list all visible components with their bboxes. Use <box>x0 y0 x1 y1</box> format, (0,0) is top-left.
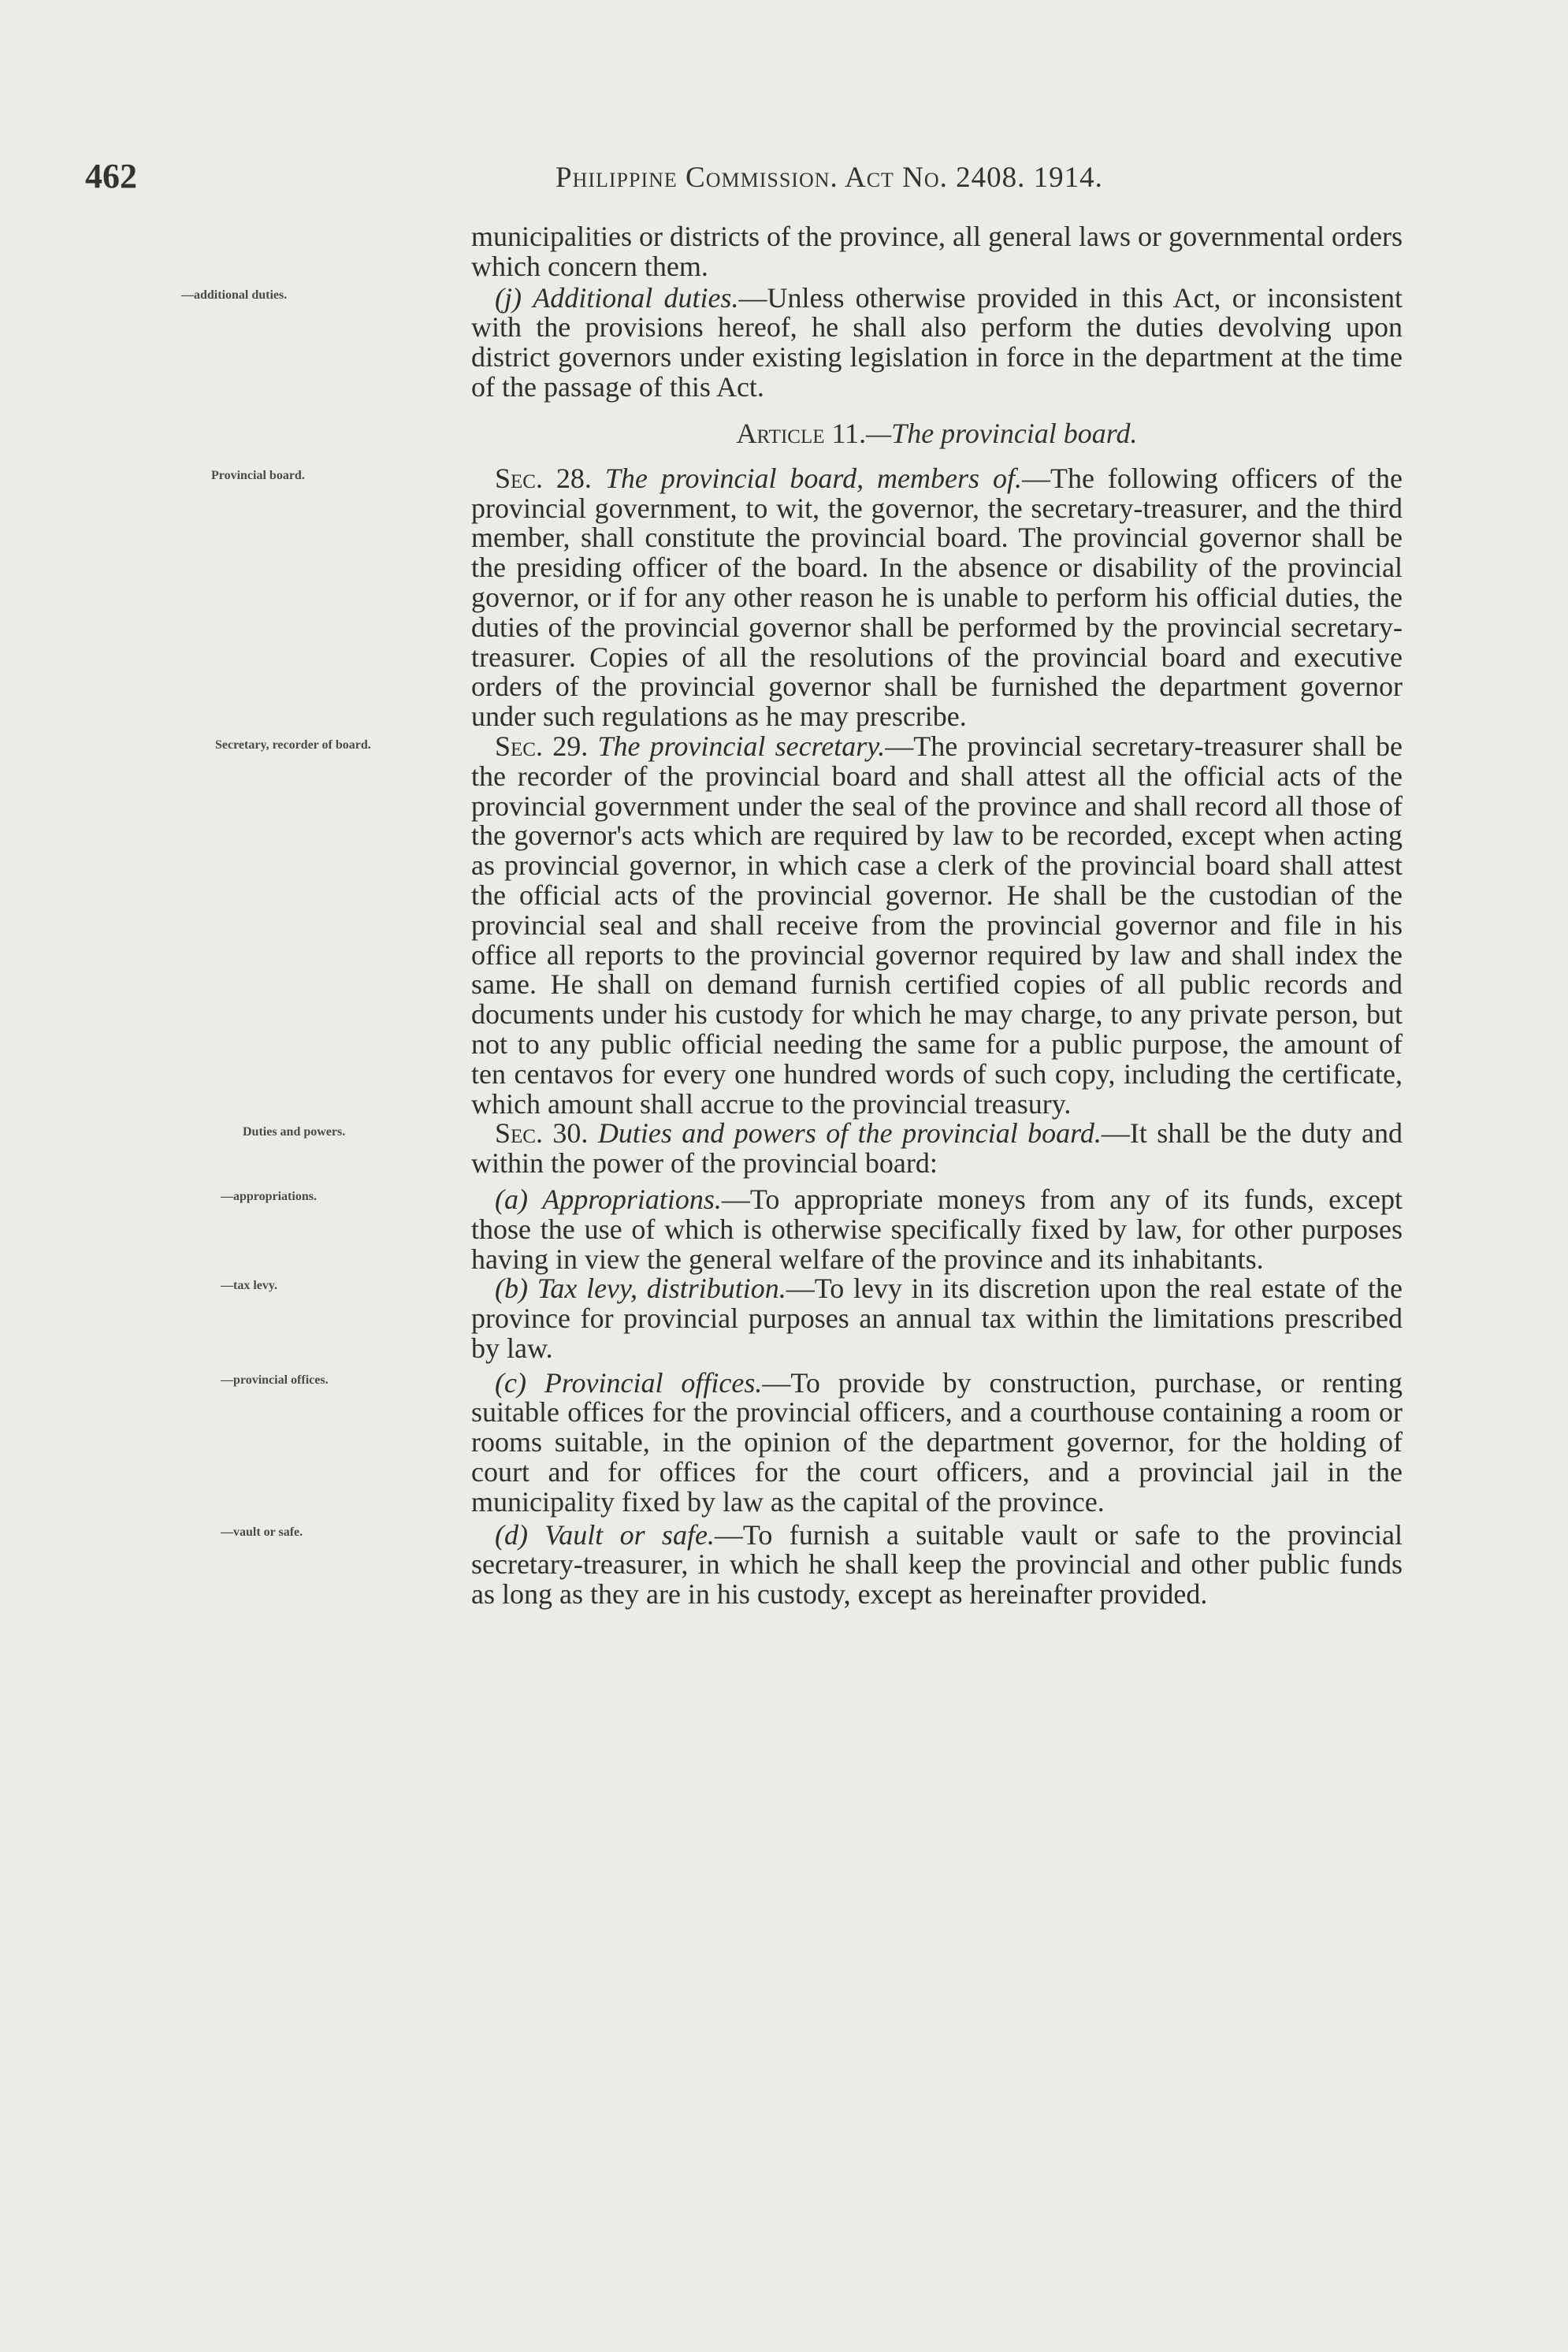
paragraph-label: (a) <box>495 1183 528 1215</box>
article-label: Article 11. <box>736 417 867 449</box>
section-label: Sec. 29. <box>495 730 589 762</box>
section-29 <box>215 730 1403 1120</box>
continued-paragraph <box>471 222 1403 282</box>
paragraph-title: Additional duties. <box>533 281 739 314</box>
section-title: The provincial secretary. <box>597 730 886 762</box>
section-label: Sec. 30. <box>495 1117 589 1150</box>
paragraph-b <box>221 1273 1403 1364</box>
paragraph-label: (d) <box>495 1518 528 1551</box>
paragraph-label: (c) <box>495 1366 526 1399</box>
section-label: Sec. 28. <box>495 462 592 494</box>
article-title: —The provincial board. <box>866 417 1138 449</box>
margin-note: Secretary, recorder of board. <box>215 738 371 752</box>
section-text: —It shall be the duty and within the power of the provincial board: <box>471 1117 1403 1180</box>
section-30 <box>243 1117 1403 1180</box>
margin-note: —provincial offices. <box>221 1373 329 1387</box>
section-28 <box>211 462 1403 733</box>
paragraph-title: Tax levy, distribution. <box>537 1273 786 1305</box>
paragraph-j <box>181 281 1403 403</box>
paragraph-title: Provincial offices. <box>544 1366 763 1399</box>
page-header <box>0 156 1568 203</box>
margin-note: Duties and powers. <box>243 1125 346 1139</box>
margin-note: Provincial board. <box>211 468 305 482</box>
section-text: —The provincial secretary-treasurer shall be the recorder of the provincial board and shall attest all the official acts of the provincial government under the seal of the province and shall record all those of the governor's acts which are required by law to be recorded, except when acting as provincial governor, in which case a clerk of the provincial board shall attest the official acts of the provincial governor. He shall be the custodian of the provincial seal and shall receive from the provincial governor and file in his office all reports to the provincial governor required by law and shall index the same. He shall on demand furnish certified copies of all public records and documents under his custody for which he may charge, to any private person, but not to any public official needing the same for a public purpose, the amount of ten centavos for every one hundred words of such copy, including the certificate, which amount shall accrue to the provincial treasury. <box>471 730 1403 1120</box>
paragraph-a <box>221 1183 1403 1275</box>
margin-note: —tax levy. <box>221 1279 277 1293</box>
page-body <box>0 222 1568 1610</box>
paragraph-text: municipalities or districts of the province, all general laws or governmental orders which concern them. <box>471 221 1403 282</box>
paragraph-text: —To furnish a suitable vault or safe to the provincial secretary-treasurer, in which he shall keep the provincial and other public funds as long as they are in his custody, except as hereinafter provided. <box>471 1518 1403 1611</box>
paragraph-title: Appropriations. <box>542 1183 722 1215</box>
margin-note: —additional duties. <box>181 288 288 302</box>
paragraph-label: (j) <box>495 281 522 314</box>
paragraph-label: (b) <box>495 1273 528 1305</box>
paragraph-text: —Unless otherwise provided in this Act, or inconsistent with the provisions hereof, he shall also perform the duties devolving upon district governors under existing legislation in force in the department at the time of the passage of this Act. <box>471 281 1403 403</box>
margin-note: —appropriations. <box>221 1189 317 1203</box>
margin-note: —vault or safe. <box>221 1525 303 1539</box>
page-number: 462 <box>85 157 137 195</box>
section-title: Duties and powers of the provincial board. <box>597 1117 1102 1150</box>
paragraph-text: —To provide by construction, purchase, or renting suitable offices for the provincial officers, and a courthouse containing a room or rooms suitable, in the opinion of the department governor, for the holding of court and for offices for the court officers, and a provincial jail in the municipality fixed by law as the capital of the province. <box>471 1366 1403 1518</box>
running-head: Philippine Commission. Act No. 2408. 1914. <box>555 162 1103 194</box>
paragraph-c <box>221 1366 1403 1518</box>
article-heading <box>471 418 1403 448</box>
paragraph-text: —To levy in its discretion upon the real estate of the province for provincial purposes an annual tax within the limitations prescribed by law. <box>471 1273 1403 1364</box>
paragraph-title: Vault or safe. <box>544 1518 715 1551</box>
paragraph-d <box>221 1518 1403 1611</box>
paragraph-text: —To appropriate moneys from any of its funds, except those the use of which is otherwise specifically fixed by law, for other purposes having in view the general welfare of the province and its inhabitants. <box>471 1183 1403 1275</box>
section-title: The provincial board, members of. <box>604 462 1022 494</box>
section-text: —The following officers of the provincial government, to wit, the governor, the secretary-treasurer, and the third member, shall constitute the provincial board. The provincial governor shall be the presiding officer of the board. In the absence or disability of the provincial governor, or if for any other reason he is unable to perform his official duties, the duties of the provincial governor shall be performed by the provincial secretary-treasurer. Copies of all the resolutions of the provincial board and executive orders of the provincial governor shall be furnished the department governor under such regulations as he may prescribe. <box>471 462 1403 733</box>
